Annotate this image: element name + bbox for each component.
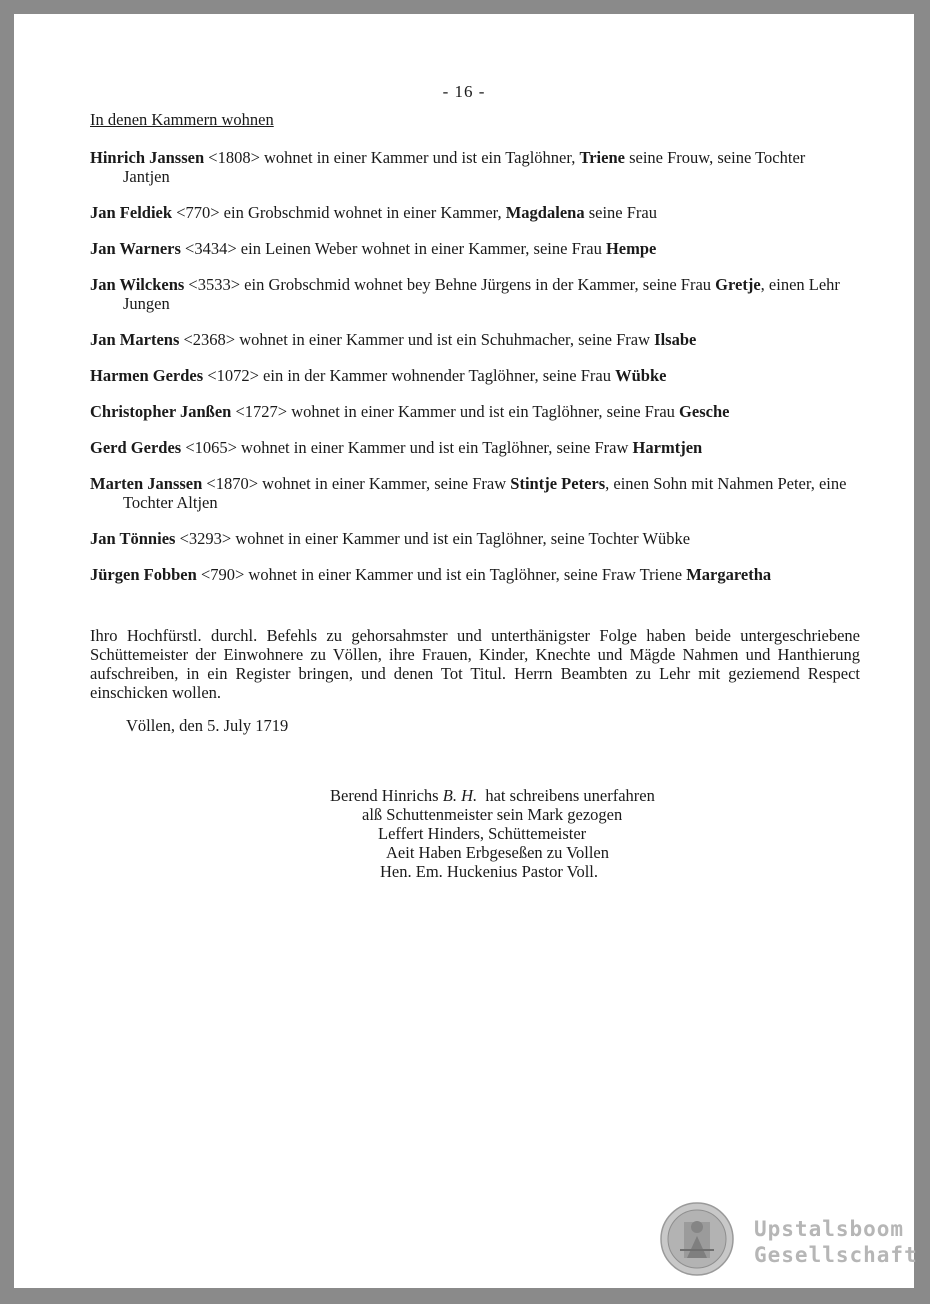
- list-item: Hinrich Janssen <1808> wohnet in einer Kammer und ist ein Taglöhner, Triene seine Frouw, seine Tochter Jantjen: [90, 148, 806, 186]
- list-item: Christopher Janßen <1727> wohnet in einer Kammer und ist ein Taglöhner, seine Frau Gesche: [90, 402, 730, 421]
- initials: B. H.: [442, 786, 478, 805]
- signature-line-2: alß Schuttenmeister sein Mark gezogen: [362, 805, 623, 824]
- signature-line-4: Aeit Haben Erbgeseßen zu Vollen: [386, 843, 609, 862]
- resident-name: Jan Wilckens: [90, 275, 185, 294]
- resident-name: Jan Feldiek: [90, 203, 173, 222]
- section-heading: In denen Kammern wohnen: [90, 110, 274, 129]
- signature-line-3: Leffert Hinders, Schüttemeister: [378, 824, 587, 843]
- resident-name: Marten Janssen: [90, 474, 203, 493]
- resident-list: [90, 148, 850, 601]
- resident-name: Jan Warners: [90, 239, 181, 258]
- seal-icon: [660, 1202, 734, 1276]
- resident-name: Jürgen Fobben: [90, 565, 197, 584]
- resident-name: Jan Tönnies: [90, 529, 176, 548]
- list-item: Jürgen Fobben <790> wohnet in einer Kammer und ist ein Taglöhner, seine Fraw Triene Margaretha: [90, 565, 772, 584]
- resident-name: Harmen Gerdes: [90, 366, 204, 385]
- logo-text-line1: Upstalsboom: [754, 1217, 905, 1241]
- signature-line-5: Hen. Em. Huckenius Pastor Voll.: [380, 862, 599, 881]
- list-item: Marten Janssen <1870> wohnet in einer Kammer, seine Fraw Stintje Peters, einen Sohn mit Nahmen Peter, eine Tochter Altjen: [90, 474, 847, 512]
- document-page: [14, 14, 918, 1288]
- list-item: Jan Martens <2368> wohnet in einer Kammer und ist ein Schuhmacher, seine Fraw Ilsabe: [90, 330, 697, 349]
- page-number: - 16 -: [442, 82, 486, 101]
- list-item: Harmen Gerdes <1072> ein in der Kammer wohnender Taglöhner, seine Frau Wübke: [90, 366, 667, 385]
- list-item: Jan Feldiek <770> ein Grobschmid wohnet in einer Kammer, Magdalena seine Frau: [90, 203, 657, 222]
- resident-name: Gerd Gerdes: [90, 438, 182, 457]
- resident-name: Hinrich Janssen: [90, 148, 205, 167]
- closing-paragraph: Ihro Hochfürstl. durchl. Befehls zu gehorsahmster und unterthänigster Folge haben beide untergeschriebene Schüttemeister der Einwohnere zu Völlen, ihre Frauen, Kinder, Knechte und Mägde Nahmen und Hanthierung aufschreiben, in ein Register bringen, und denen Tot Titul. Herrn Beambten zu Lehr mit geziemend Respect einschicken wollen.: [90, 626, 860, 702]
- resident-name: Christopher Janßen: [90, 402, 232, 421]
- logo-text-line2: Gesellschaft: [754, 1243, 918, 1267]
- list-item: Jan Tönnies <3293> wohnet in einer Kammer und ist ein Taglöhner, seine Tochter Wübke: [90, 529, 691, 548]
- list-item: Gerd Gerdes <1065> wohnet in einer Kammer und ist ein Taglöhner, seine Fraw Harmtjen: [90, 438, 703, 457]
- resident-name: Jan Martens: [90, 330, 180, 349]
- place-date: Völlen, den 5. July 1719: [126, 716, 289, 735]
- list-item: Jan Wilckens <3533> ein Grobschmid wohnet bey Behne Jürgens in der Kammer, seine Frau Gretje, einen Lehr Jungen: [90, 275, 840, 313]
- signature-line-1: Berend Hinrichs B. H. hat schreibens unerfahren: [330, 786, 655, 805]
- list-item: Jan Warners <3434> ein Leinen Weber wohnet in einer Kammer, seine Frau Hempe: [90, 239, 657, 258]
